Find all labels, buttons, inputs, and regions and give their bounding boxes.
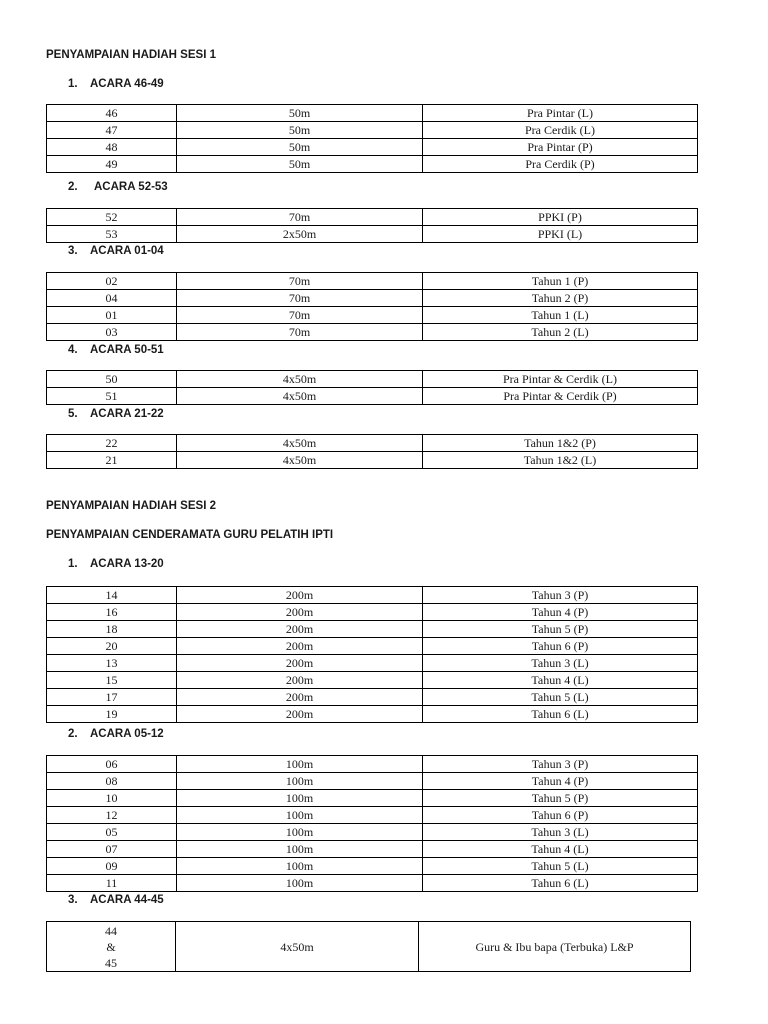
table-row: [47, 105, 698, 122]
distance-cell: 4x50m: [177, 371, 423, 388]
event-number-cell: 09: [47, 858, 177, 875]
category-cell: Tahun 1&2 (L): [423, 452, 698, 469]
event-number-cell: 47: [47, 122, 177, 139]
distance-cell: 100m: [177, 807, 423, 824]
category-cell: Guru & Ibu bapa (Terbuka) L&P: [419, 922, 691, 972]
event-number-cell: 44 & 45: [47, 922, 176, 972]
table-row: [47, 756, 698, 773]
category-cell: Tahun 5 (L): [423, 858, 698, 875]
table-body: [47, 756, 698, 892]
distance-cell: 70m: [177, 290, 423, 307]
distance-cell: 200m: [177, 638, 423, 655]
event-number-cell: 14: [47, 587, 177, 604]
category-cell: PPKI (L): [423, 226, 698, 243]
category-cell: Pra Cerdik (L): [423, 122, 698, 139]
distance-cell: 200m: [177, 587, 423, 604]
table-body: [47, 435, 698, 469]
category-cell: Tahun 6 (L): [423, 706, 698, 723]
category-cell: Tahun 1 (L): [423, 307, 698, 324]
table-row: [47, 604, 698, 621]
table-row: [47, 689, 698, 706]
table-row: [47, 824, 698, 841]
category-cell: Tahun 5 (L): [423, 689, 698, 706]
event-number-cell: 21: [47, 452, 177, 469]
distance-cell: 100m: [177, 824, 423, 841]
category-cell: Tahun 3 (P): [423, 587, 698, 604]
section-title: ACARA 05-12: [90, 728, 164, 740]
table-row: [47, 858, 698, 875]
session2-title: PENYAMPAIAN HADIAH SESI 2: [46, 500, 216, 512]
section-number: 2.: [68, 181, 78, 193]
distance-cell: 100m: [177, 875, 423, 892]
category-cell: Tahun 6 (L): [423, 875, 698, 892]
event-number-cell: 12: [47, 807, 177, 824]
event-table: [46, 755, 698, 892]
event-number-cell: 19: [47, 706, 177, 723]
table-body: [47, 587, 698, 723]
table-row: [47, 273, 698, 290]
event-number-cell: 18: [47, 621, 177, 638]
section-title: ACARA 50-51: [90, 344, 164, 356]
category-cell: Tahun 4 (L): [423, 841, 698, 858]
section-number: 2.: [68, 728, 78, 740]
session1-title: PENYAMPAIAN HADIAH SESI 1: [46, 49, 216, 61]
table-row: [47, 841, 698, 858]
event-number-cell: 16: [47, 604, 177, 621]
event-number-cell: 01: [47, 307, 177, 324]
section-number: 3.: [68, 245, 78, 257]
event-number-cell: 52: [47, 209, 177, 226]
section-title: ACARA 13-20: [90, 558, 164, 570]
event-number-cell: 05: [47, 824, 177, 841]
distance-cell: 100m: [177, 858, 423, 875]
distance-cell: 200m: [177, 672, 423, 689]
table-row: [47, 122, 698, 139]
category-cell: Tahun 6 (P): [423, 807, 698, 824]
distance-cell: 4x50m: [177, 388, 423, 405]
category-cell: Tahun 2 (P): [423, 290, 698, 307]
section-number: 3.: [68, 894, 78, 906]
section-title: ACARA 44-45: [90, 894, 164, 906]
category-cell: Tahun 4 (L): [423, 672, 698, 689]
category-cell: Tahun 4 (P): [423, 773, 698, 790]
category-cell: Tahun 5 (P): [423, 790, 698, 807]
section-title: ACARA 01-04: [90, 245, 164, 257]
distance-cell: 4x50m: [177, 435, 423, 452]
event-table: [46, 370, 698, 405]
table-row: [47, 922, 691, 972]
table-row: [47, 307, 698, 324]
distance-cell: 70m: [177, 209, 423, 226]
event-number-cell: 08: [47, 773, 177, 790]
event-number-cell: 10: [47, 790, 177, 807]
event-number-cell: 11: [47, 875, 177, 892]
table-body: [47, 105, 698, 173]
event-number-cell: 49: [47, 156, 177, 173]
category-cell: Tahun 1 (P): [423, 273, 698, 290]
category-cell: Tahun 6 (P): [423, 638, 698, 655]
event-number-cell: 06: [47, 756, 177, 773]
section-title: ACARA 52-53: [94, 181, 168, 193]
table-row: [47, 655, 698, 672]
category-cell: Pra Cerdik (P): [423, 156, 698, 173]
category-cell: Pra Pintar & Cerdik (L): [423, 371, 698, 388]
table-row: [47, 773, 698, 790]
event-number-cell: 03: [47, 324, 177, 341]
category-cell: Tahun 1&2 (P): [423, 435, 698, 452]
distance-cell: 70m: [177, 307, 423, 324]
event-table: [46, 921, 691, 972]
event-number-cell: 13: [47, 655, 177, 672]
distance-cell: 70m: [177, 273, 423, 290]
section-title: ACARA 21-22: [90, 408, 164, 420]
distance-cell: 4x50m: [177, 452, 423, 469]
event-table: [46, 208, 698, 243]
distance-cell: 100m: [177, 756, 423, 773]
table-row: [47, 435, 698, 452]
distance-cell: 50m: [177, 156, 423, 173]
table-body: [47, 922, 691, 972]
table-row: [47, 371, 698, 388]
event-number-cell: 20: [47, 638, 177, 655]
table-row: [47, 324, 698, 341]
distance-cell: 100m: [177, 841, 423, 858]
category-cell: Tahun 4 (P): [423, 604, 698, 621]
event-table: [46, 104, 698, 173]
category-cell: Tahun 3 (P): [423, 756, 698, 773]
table-row: [47, 226, 698, 243]
event-number-cell: 50: [47, 371, 177, 388]
table-body: [47, 371, 698, 405]
session2-subtitle: PENYAMPAIAN CENDERAMATA GURU PELATIH IPTI: [46, 529, 334, 541]
distance-cell: 50m: [177, 122, 423, 139]
table-row: [47, 452, 698, 469]
table-row: [47, 209, 698, 226]
event-table: [46, 434, 698, 469]
distance-cell: 200m: [177, 689, 423, 706]
event-number-cell: 07: [47, 841, 177, 858]
distance-cell: 70m: [177, 324, 423, 341]
table-row: [47, 388, 698, 405]
table-row: [47, 875, 698, 892]
distance-cell: 50m: [177, 105, 423, 122]
table-body: [47, 273, 698, 341]
category-cell: Tahun 5 (P): [423, 621, 698, 638]
distance-cell: 4x50m: [176, 922, 419, 972]
distance-cell: 2x50m: [177, 226, 423, 243]
distance-cell: 200m: [177, 604, 423, 621]
category-cell: Pra Pintar (L): [423, 105, 698, 122]
table-row: [47, 621, 698, 638]
event-table: [46, 586, 698, 723]
distance-cell: 100m: [177, 790, 423, 807]
distance-cell: 200m: [177, 621, 423, 638]
table-row: [47, 790, 698, 807]
event-number-cell: 04: [47, 290, 177, 307]
section-number: 1.: [68, 78, 78, 90]
event-number-cell: 46: [47, 105, 177, 122]
event-number-cell: 22: [47, 435, 177, 452]
category-cell: Pra Pintar (P): [423, 139, 698, 156]
event-number-cell: 53: [47, 226, 177, 243]
distance-cell: 200m: [177, 655, 423, 672]
section-number: 4.: [68, 344, 78, 356]
category-cell: Pra Pintar & Cerdik (P): [423, 388, 698, 405]
table-row: [47, 672, 698, 689]
distance-cell: 50m: [177, 139, 423, 156]
table-row: [47, 290, 698, 307]
category-cell: Tahun 2 (L): [423, 324, 698, 341]
event-number-cell: 15: [47, 672, 177, 689]
table-row: [47, 638, 698, 655]
table-body: [47, 209, 698, 243]
category-cell: Tahun 3 (L): [423, 824, 698, 841]
section-number: 5.: [68, 408, 78, 420]
table-row: [47, 807, 698, 824]
table-row: [47, 156, 698, 173]
event-number-cell: 02: [47, 273, 177, 290]
distance-cell: 200m: [177, 706, 423, 723]
category-cell: PPKI (P): [423, 209, 698, 226]
event-table: [46, 272, 698, 341]
table-row: [47, 706, 698, 723]
event-number-cell: 51: [47, 388, 177, 405]
section-title: ACARA 46-49: [90, 78, 164, 90]
event-number-cell: 48: [47, 139, 177, 156]
distance-cell: 100m: [177, 773, 423, 790]
table-row: [47, 587, 698, 604]
table-row: [47, 139, 698, 156]
category-cell: Tahun 3 (L): [423, 655, 698, 672]
event-number-cell: 17: [47, 689, 177, 706]
section-number: 1.: [68, 558, 78, 570]
